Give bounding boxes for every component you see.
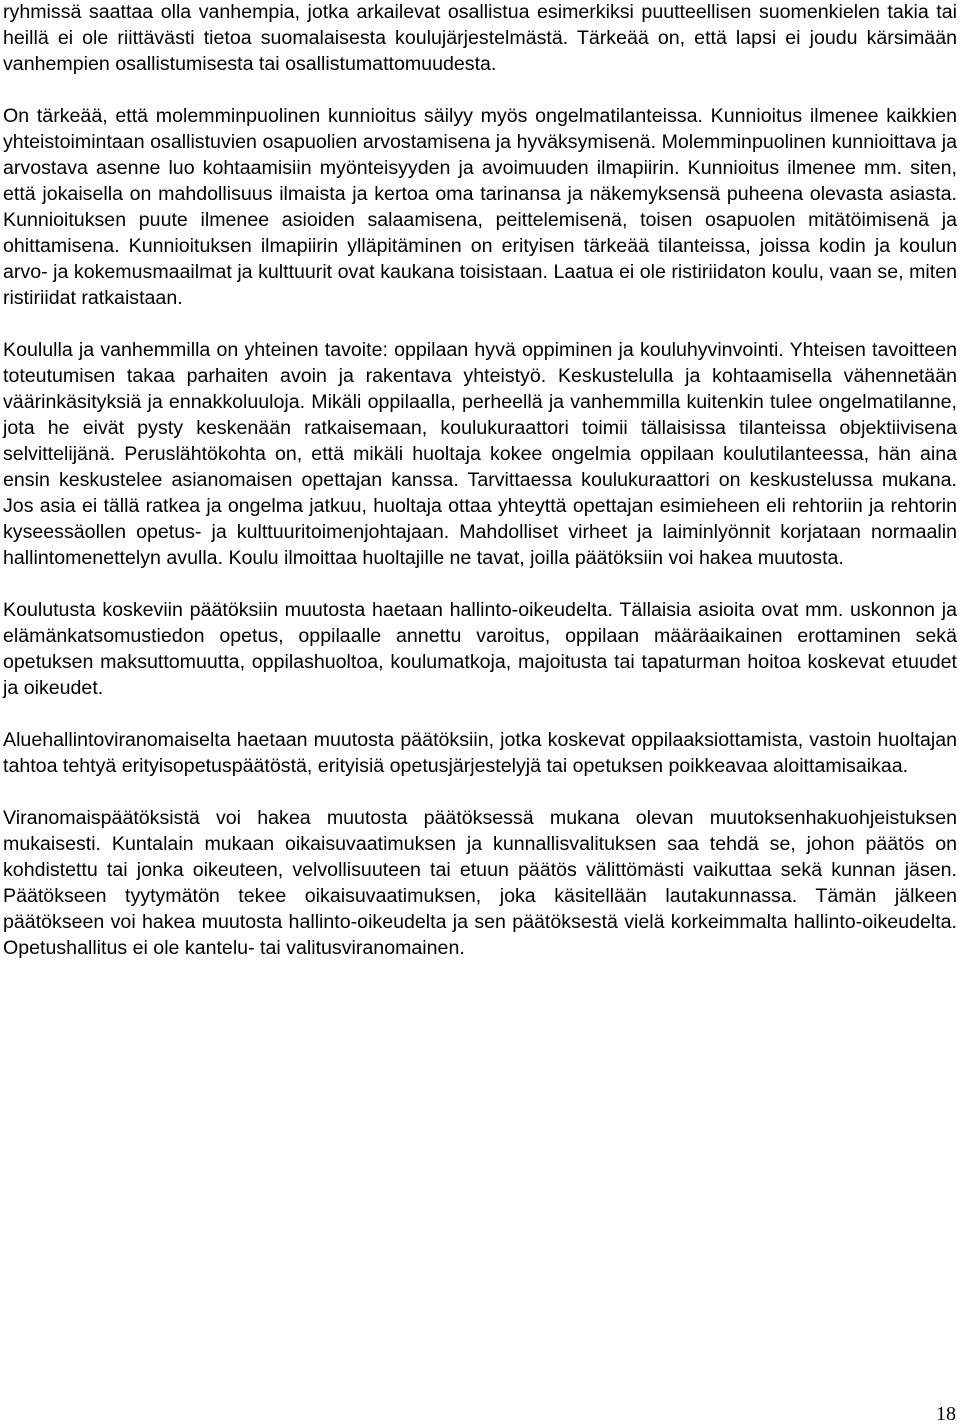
paragraph-common-goal: Koululla ja vanhemmilla on yhteinen tavoite: oppilaan hyvä oppiminen ja kouluhyvinvointi. Yhteisen tavoitteen toteutumisen takaa parhaiten avoin ja rakentava yhteistyö. Keskustelulla ja kohtaamisella vähennetään väärinkäsityksiä ja ennakkoluuloja. Mikäli oppilaalla, perheellä ja vanhemmilla kuitenkin tulee ongelmatilanne, jota he eivät pysty keskenään ratkaisemaan, koulukuraattori toimii tällaisissa tilanteissa objektiivisena selvittelijänä. Peruslähtökohta on, että mikäli huoltaja kokee ongelmia oppilaan koulutilanteessa, hän aina ensin keskustelee asianomaisen opettajan kanssa. Tarvittaessa koulukuraattori on keskustelussa mukana. Jos asia ei tällä ratkea ja ongelma jatkuu, huoltaja ottaa yhteyttä opettajan esimieheen eli rehtoriin ja rehtorin kyseessäollen opetus- ja kulttuuritoimenjohtajaan. Mahdolliset virheet ja laiminlyönnit korjataan normaalin hallintomenettelyn avulla. Koulu ilmoittaa huoltajille ne tavat, joilla päätöksiin voi hakea muutosta. [3,339,957,569]
paragraph-administrative-court: Koulutusta koskeviin päätöksiin muutosta haetaan hallinto-oikeudelta. Tällaisia asioita ovat mm. uskonnon ja elämänkatsomustiedon opetus, oppilaalle annettu varoitus, oppilaan määräaikainen erottaminen sekä opetuksen maksuttomuutta, oppilashuoltoa, koulumatkoja, majoitusta tai tapaturman hoitoa koskevat etuudet ja oikeudet. [3,599,957,699]
paragraph-appeals: Viranomaispäätöksistä voi hakea muutosta päätöksessä mukana olevan muutoksenhakuohjeistuksen mukaisesti. Kuntalain mukaan oikaisuvaatimuksen ja kunnallisvalituksen saa tehdä se, johon päätös on kohdistettu tai jonka oikeuteen, velvollisuuteen tai etuun päätös välittömästi vaikuttaa sekä kunnan jäsen. Päätökseen tyytymätön tekee oikaisuvaatimuksen, joka käsitellään lautakunnassa. Tämän jälkeen päätökseen voi hakea muutosta hallinto-oikeudelta ja sen päätöksestä vielä korkeimmalta hallinto-oikeudelta. Opetushallitus ei ole kantelu- tai valitusviranomainen. [3,807,957,959]
page-body [3,0,957,987]
paragraph-parent-participation: ryhmissä saattaa olla vanhempia, jotka arkailevat osallistua esimerkiksi puutteellisen suomenkielen takia tai heillä ei ole riittävästi tietoa suomalaisesta koulujärjestelmästä. Tärkeää on, että lapsi ei joudu kärsimään vanhempien osallistumisesta tai osallistumattomuudesta. [3,1,957,75]
paragraph-mutual-respect: On tärkeää, että molemminpuolinen kunnioitus säilyy myös ongelmatilanteissa. Kunnioitus ilmenee kaikkien yhteistoimintaan osallistuvien osapuolien arvostamisena ja hyväksymisenä. Molemminpuolinen kunnioittava ja arvostava asenne luo kohtaamisiin myönteisyyden ja avoimuuden ilmapiirin. Kunnioitus ilmenee mm. siten, että jokaisella on mahdollisuus ilmaista ja kertoa oma tarinansa ja näkemyksensä puheena olevasta asiasta. Kunnioituksen puute ilmenee asioiden salaamisena, peittelemisenä, toisen osapuolen mitätöimisenä ja ohittamisena. Kunnioituksen ilmapiirin ylläpitäminen on erityisen tärkeää tilanteissa, joissa kodin ja koulun arvo- ja kokemusmaailmat ja kulttuurit ovat kaukana toisistaan. Laatua ei ole ristiriidaton koulu, vaan se, miten ristiriidat ratkaistaan. [3,105,957,309]
paragraph-regional-agency: Aluehallintoviranomaiselta haetaan muutosta päätöksiin, jotka koskevat oppilaaksiottamista, vastoin huoltajan tahtoa tehtyä erityisopetuspäätöstä, erityisiä opetusjärjestelyjä tai opetuksen poikkeavaa aloittamisaikaa. [3,729,957,777]
page-number: 18 [936,1403,956,1425]
